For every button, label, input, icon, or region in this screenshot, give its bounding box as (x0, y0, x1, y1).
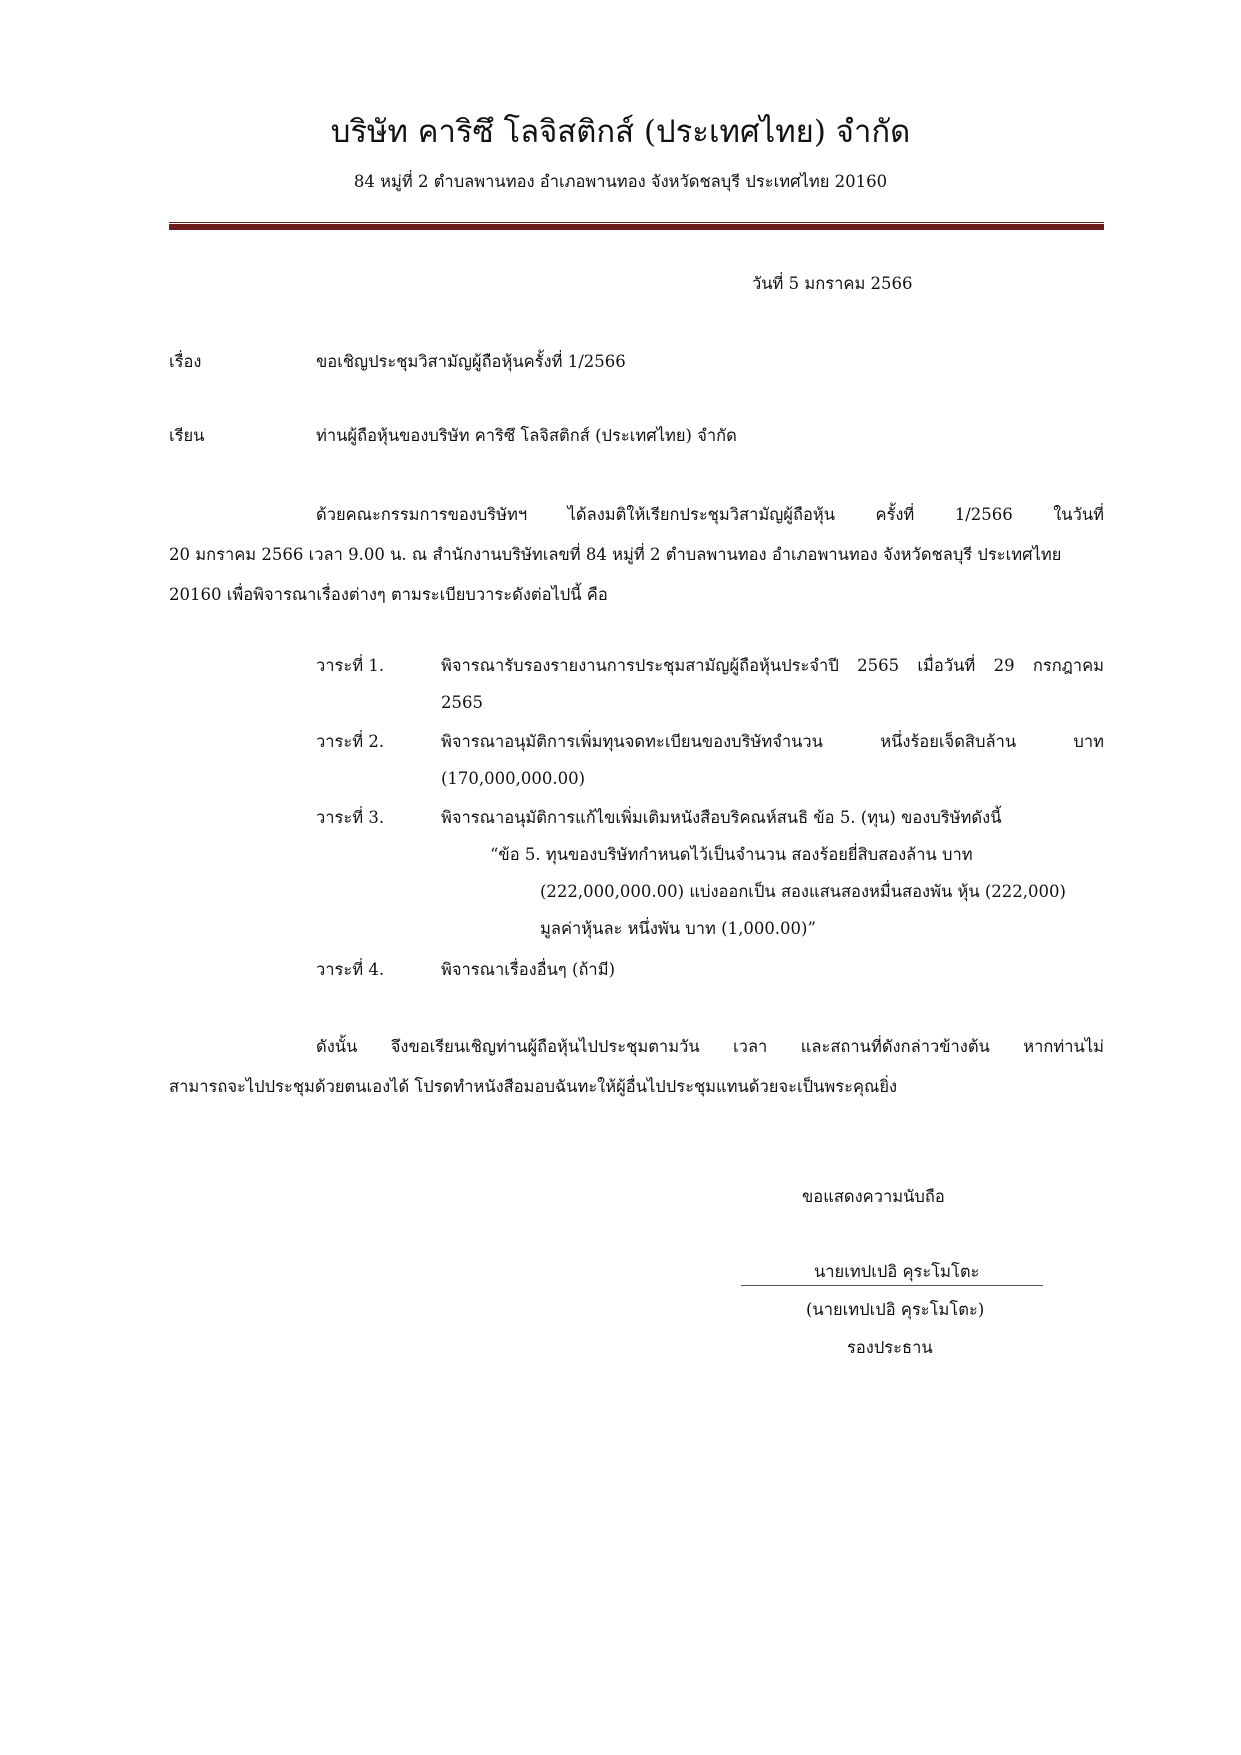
subject-value: ขอเชิญประชุมวิสามัญผู้ถือหุ้นครั้งที่ 1/2566 (316, 352, 626, 371)
company-address: 84 หมู่ที่ 2 ตำบลพานทอง อำเภอพานทอง จังหวัดชลบุรี ประเทศไทย 20160 (353, 172, 888, 191)
agenda-1-line-1: พิจารณารับรองรายงานการประชุมสามัญผู้ถือหุ้นประจำปี 2565 เมื่อวันที่ 29 กรกฎาคม (441, 656, 1104, 675)
closing-paragraph (169, 1027, 1104, 1107)
agenda-2-label: วาระที่ 2. (316, 732, 385, 751)
header-divider-thick (169, 224, 1104, 230)
intro-line-1: ด้วยคณะกรรมการของบริษัทฯ ได้ลงมติให้เรียกประชุมวิสามัญผู้ถือหุ้น ครั้งที่ 1/2566 ในวันที่ (316, 505, 1104, 524)
closing-line-2: สามารถจะไปประชุมด้วยตนเองได้ โปรดทำหนังสือมอบฉันทะให้ผู้อื่นไปประชุมแทนด้วยจะเป็นพระคุณยิ่ง (169, 1077, 898, 1096)
recipient-label: เรียน (169, 426, 205, 445)
printed-name: (นายเทปเปอิ คุระโมโตะ) (806, 1300, 985, 1319)
subject-label: เรื่อง (169, 352, 202, 371)
salutation: ขอแสดงความนับถือ (802, 1187, 945, 1206)
agenda-2-text (441, 723, 1104, 797)
intro-line-3: 20160 เพื่อพิจารณาเรื่องต่างๆ ตามระเบียบวาระดังต่อไปนี้ คือ (169, 585, 608, 604)
agenda-2-line-1: พิจารณาอนุมัติการเพิ่มทุนจดทะเบียนของบริษัทจำนวน หนึ่งร้อยเจ็ดสิบล้าน บาท (441, 732, 1104, 751)
agenda-3-quote-line-2: (222,000,000.00) แบ่งออกเป็น สองแสนสองหมื่นสองพัน หุ้น (222,000) (540, 882, 1066, 901)
header-divider (169, 222, 1104, 231)
agenda-1-text (441, 647, 1104, 721)
closing-line-1: ดังนั้น จึงขอเรียนเชิญท่านผู้ถือหุ้นไปประชุมตามวัน เวลา และสถานที่ดังกล่าวข้างต้น หากท่านไม่ (316, 1037, 1104, 1056)
agenda-3-quote-line-3: มูลค่าหุ้นละ หนึ่งพัน บาท (1,000.00)” (540, 919, 816, 938)
agenda-1-label: วาระที่ 1. (316, 656, 385, 675)
intro-paragraph (169, 495, 1104, 615)
agenda-3-quote-line-1: “ข้อ 5. ทุนของบริษัทกำหนดไว้เป็นจำนวน สองร้อยยี่สิบสองล้าน บาท (490, 845, 973, 864)
agenda-3-line-1: พิจารณาอนุมัติการแก้ไขเพิ่มเติมหนังสือบริคณห์สนธิ ข้อ 5. (ทุน) ของบริษัทดังนี้ (441, 808, 1002, 827)
company-name: บริษัท คาริซึ โลจิสติกส์ (ประเทศไทย) จำกัด (330, 114, 911, 150)
signed-name: นายเทปเปอิ คุระโมโตะ (814, 1262, 980, 1281)
signature-line (741, 1285, 1043, 1286)
recipient-value: ท่านผู้ถือหุ้นของบริษัท คาริซึ โลจิสติกส์ (ประเทศไทย) จำกัด (316, 426, 737, 445)
agenda-4-line-1: พิจารณาเรื่องอื่นๆ (ถ้ามี) (441, 960, 616, 979)
agenda-4-label: วาระที่ 4. (316, 960, 385, 979)
header-divider-thin (169, 222, 1104, 223)
agenda-1-line-2: 2565 (441, 693, 483, 712)
agenda-2-line-2: (170,000,000.00) (441, 769, 586, 788)
agenda-3-text (441, 799, 1104, 836)
intro-line-2: 20 มกราคม 2566 เวลา 9.00 น. ณ สำนักงานบริษัทเลขที่ 84 หมู่ที่ 2 ตำบลพานทอง อำเภอพานทอง จังหวัดชลบุรี ประเทศไทย (169, 545, 1062, 564)
letter-date: วันที่ 5 มกราคม 2566 (752, 274, 913, 293)
signer-position: รองประธาน (847, 1338, 933, 1357)
agenda-3-label: วาระที่ 3. (316, 808, 385, 827)
agenda-4-text (441, 951, 1104, 988)
